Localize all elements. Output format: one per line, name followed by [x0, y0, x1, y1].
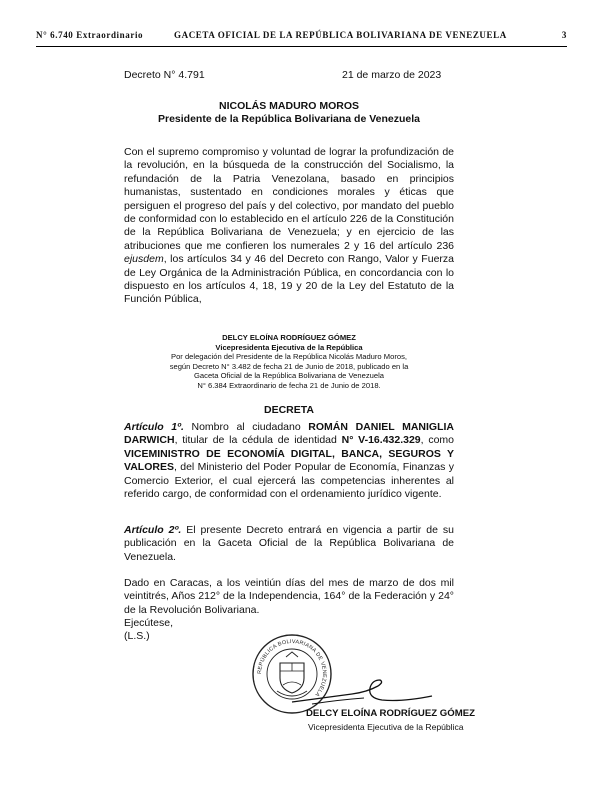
delegation-line-4: N° 6.384 Extraordinario de fecha 21 de Junio de 2018.	[197, 380, 381, 390]
given-in-paragraph: Dado en Caracas, a los veintiún días del mes de marzo de dos mil veintitrés, Años 212° de la Independencia, 164° de la Federación y 24° de la Revolución Bolivariana.	[124, 577, 454, 616]
gazette-header	[36, 30, 567, 44]
header-rule	[36, 46, 567, 47]
article-1-text-c: , como	[420, 434, 455, 447]
article-2	[124, 524, 454, 564]
article-2-label: Artículo 2º.	[124, 524, 182, 536]
preamble	[124, 146, 454, 307]
signer-title: Vicepresidenta Ejecutiva de la República	[308, 722, 464, 732]
article-1-text-a: Nombro al ciudadano	[183, 421, 309, 433]
preamble-italic: ejusdem	[124, 253, 164, 266]
gazette-title: GACETA OFICIAL DE LA REPÚBLICA BOLIVARIANA DE VENEZUELA	[174, 30, 507, 40]
delegate-name: DELCY ELOÍNA RODRÍGUEZ GÓMEZ	[222, 333, 356, 342]
preamble-text-2: , los artículos 34 y 46 del Decreto con Rango, Valor y Fuerza de Ley Orgánica de la Administración Pública, en concordancia con lo dispuesto en los artículos 4, 18, 19 y 20 de la Ley del Estatuto de la Función Pública,	[124, 253, 454, 306]
ls-text: (L.S.)	[124, 630, 150, 643]
signer-name: DELCY ELOÍNA RODRÍGUEZ GÓMEZ	[306, 708, 475, 719]
decree-date: 21 de marzo de 2023	[342, 69, 442, 81]
handwritten-signature	[282, 664, 442, 714]
president-title: Presidente de la República Bolivariana de Venezuela	[157, 113, 421, 125]
article-1-text-b: , titular de la cédula de identidad	[174, 434, 342, 447]
appointee-post: VICEMINISTRO DE ECONOMÍA DIGITAL, BANCA, SEGUROS Y VALORES	[124, 447, 454, 474]
delegation-line-2: según Decreto N° 3.482 de fecha 21 de Junio de 2018, publicado en la	[169, 361, 409, 371]
delegation-block	[124, 333, 454, 391]
execute-text: Ejecútese,	[124, 617, 174, 629]
issue-number: N° 6.740 Extraordinario	[36, 30, 144, 40]
article-1-text-d: , del Ministerio del Poder Popular de Economía, Finanzas y Comercio Exterior, el cual ejercerá las competencias inherentes al referido cargo, de conformidad con el ordenamiento jurídico vigente.	[124, 461, 454, 501]
article-2-text: El presente Decreto entrará en vigencia a partir de su publicación en la Gaceta Oficial de la República Bolivariana de Venezuela.	[124, 524, 454, 563]
seal-text: REPÚBLICA BOLIVARIANA DE VENEZUELA	[256, 638, 328, 698]
delegation-line-3: Gaceta Oficial de la República Bolivariana de Venezuela	[194, 371, 384, 381]
decree-number: Decreto N° 4.791	[124, 69, 205, 81]
article-1-label: Artículo 1º.	[124, 421, 184, 433]
delegate-title: Vicepresidenta Ejecutiva de la República	[215, 342, 363, 352]
decreta-heading: DECRETA	[264, 404, 314, 416]
appointee-name: ROMÁN DANIEL MANIGLIA DARWICH	[124, 421, 454, 447]
article-1	[124, 421, 454, 501]
delegation-line-1: Por delegación del Presidente de la República Nicolás Maduro Moros,	[171, 352, 407, 362]
president-name: NICOLÁS MADURO MOROS	[219, 100, 359, 112]
page-number: 3	[561, 30, 567, 40]
appointee-id: N° V-16.432.329	[341, 434, 421, 447]
execute-block	[124, 617, 173, 644]
preamble-text-1: Con el supremo compromiso y voluntad de lograr la profundización de la revolución, en la búsqueda de la construcción del Socialismo, la refundación de la Patria Venezolana, basado en principios humanistas, sustentado en condiciones morales y éticas que persiguen el progreso del país y del colectivo, por mandato del pueblo de conformidad con lo establecido en el artículo 226 de la Constitución de la República Bolivariana de Venezuela; y en ejercicio de las atribuciones que me confieren los numerales 2 y 16 del artículo 236	[124, 146, 454, 252]
president-block	[124, 100, 454, 126]
